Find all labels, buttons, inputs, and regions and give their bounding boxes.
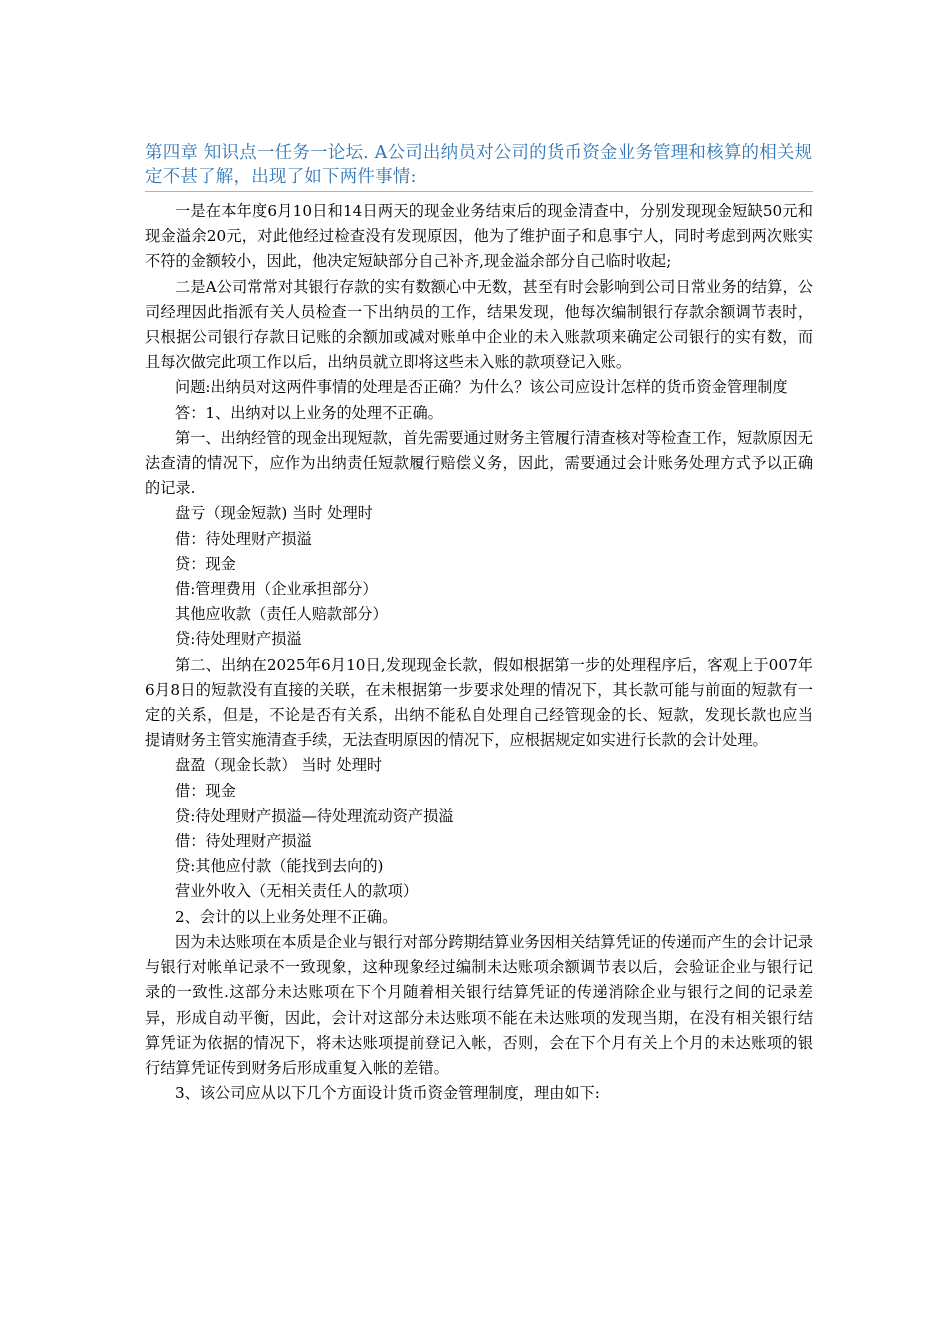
ledger-line: 营业外收入（无相关责任人的款项） — [175, 882, 418, 901]
ledger-line: 贷:其他应付款（能找到去向的) — [175, 857, 384, 876]
ledger-line: 贷：现金 — [175, 554, 236, 573]
ledger-line: 贷:待处理财产损溢—待处理流动资产损溢 — [175, 806, 454, 825]
ledger-line: 其他应收款（责任人赔款部分） — [175, 605, 388, 624]
paragraph-second-point: 第二、出纳在2025年6月10日,发现现金长款，假如根据第一步的处理程序后，客观上于007年6月8日的短款没有直接的关联，在未根据第一步要求处理的情况下，其长款可能与前面的短款有一定的关系，但是，不论是否有关系，出纳不能私自处理自己经管现金的长、短款，发现长款也应当提请财务主管实施清查手续，无法查明原因的情况下，应根据规定如实进行长款的会计处理。 — [145, 655, 813, 750]
ledger-line: 借：待处理财产损溢 — [175, 832, 312, 851]
ledger-line: 借:管理费用（企业承担部分） — [175, 580, 378, 599]
document-body — [145, 199, 813, 1106]
ledger-line: 盘盈（现金长款） 当时 处理时 — [175, 756, 383, 775]
paragraph-outstanding-items: 因为未达账项在本质是企业与银行对部分跨期结算业务因相关结算凭证的传递而产生的会计记录与银行对帐单记录不一致现象，这种现象经过编制未达账项余额调节表以后，会验证企业与银行记录的一致性.这部分未达账项在下个月随着相关银行结算凭证的传递消除企业与银行之间的记录差异，形成自动平衡，因此，会计对这部分未达账项不能在未达账项的发现当期，在没有相关银行结算凭证为依据的情况下，将未达账项提前登记入帐，否则，会在下个月有关上个月的未达账项的银行结算凭证传到财务后形成重复入帐的差错。 — [145, 932, 813, 1077]
paragraph-answer-3: 3、该公司应从以下几个方面设计货币资金管理制度，理由如下: — [175, 1084, 600, 1103]
paragraph-first-point: 第一、出纳经管的现金出现短款，首先需要通过财务主管履行清查核对等检查工作，短款原因无法查清的情况下，应作为出纳责任短款履行赔偿义务，因此，需要通过会计账务处理方式予以正确的记录. — [145, 428, 813, 498]
paragraph-answer-1: 答：1、出纳对以上业务的处理不正确。 — [175, 403, 443, 422]
paragraph-question: 问题:出纳员对这两件事情的处理是否正确？为什么？该公司应设计怎样的货币资金管理制度 — [175, 378, 788, 397]
paragraph-cash-check: 一是在本年度6月10日和14日两天的现金业务结束后的现金清查中，分别发现现金短缺50元和现金溢余20元，对此他经过检查没有发现原因，他为了维护面子和息事宁人，同时考虑到两次账实不符的金额较小，因此，他决定短缺部分自己补齐,现金溢余部分自己临时收起; — [145, 202, 813, 271]
ledger-line: 借：现金 — [175, 781, 236, 800]
paragraph-answer-2: 2、会计的以上业务处理不正确。 — [175, 907, 398, 926]
document-page — [145, 141, 813, 1106]
ledger-line: 盘亏（现金短款) 当时 处理时 — [175, 504, 373, 523]
paragraph-bank-deposit: 二是A公司常常对其银行存款的实有数额心中无数，甚至有时会影响到公司日常业务的结算，公司经理因此指派有关人员检查一下出纳员的工作，结果发现，他每次编制银行存款余额调节表时，只根据公司银行存款日记账的余额加或减对账单中企业的未入账款项来确定公司银行的实有数，而且每次做完此项工作以后，出纳员就立即将这些未入账的款项登记入账。 — [145, 277, 813, 372]
ledger-line: 贷:待处理财产损溢 — [175, 630, 302, 649]
document-title: 第四章 知识点一任务一论坛. A公司出纳员对公司的货币资金业务管理和核算的相关规定不甚了解，出现了如下两件事情: — [145, 141, 813, 192]
ledger-line: 借：待处理财产损溢 — [175, 529, 312, 548]
